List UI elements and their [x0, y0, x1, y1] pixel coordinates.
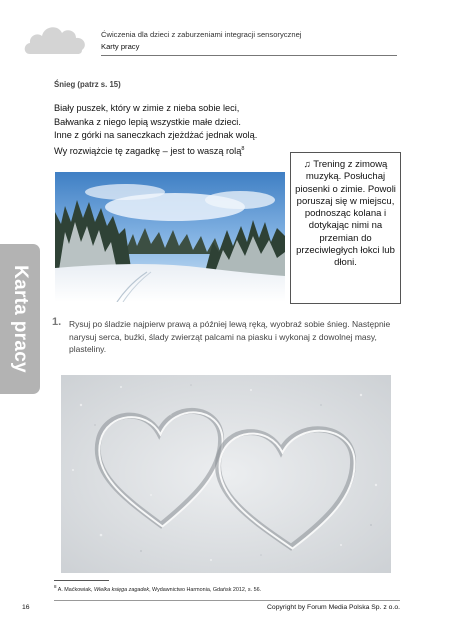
footnote-mark: 8 [241, 145, 245, 152]
winter-landscape-image [55, 172, 285, 302]
poem-line: Inne z górki na saneczkach zjeżdżać jednak wolą. [54, 130, 258, 141]
footnote [54, 584, 261, 593]
hearts-in-snow-image [61, 375, 391, 573]
copyright-notice: Copyright by Forum Media Polska Sp. z o.o. [267, 604, 400, 611]
header-title: Karty pracy [101, 42, 140, 51]
footnote-author: A. Maćkowiak, [57, 586, 93, 593]
music-training-text [291, 153, 400, 270]
poem-line-text: Wy rozwiążcie tę zagadkę – jest to waszą rolą [54, 145, 242, 156]
header-series: Ćwiczenia dla dzieci z zaburzeniami integracji sensorycznej [101, 30, 302, 39]
section-title: Śnieg (patrz s. 15) [54, 80, 121, 89]
side-tab-label: Karta pracy [10, 265, 32, 373]
hearts-in-snow-photo [61, 375, 391, 573]
footnote-number: 8 [54, 584, 57, 589]
riddle-poem [54, 102, 294, 158]
page-number: 16 [22, 604, 30, 611]
footer-divider [54, 600, 400, 601]
footnote-divider [54, 580, 109, 581]
side-tab [0, 244, 40, 394]
music-training-box [290, 152, 401, 304]
task-number: 1. [52, 316, 62, 328]
poem-line: Bałwanka z niego lepią wszystkie małe dzieci. [54, 116, 241, 127]
header [101, 30, 401, 52]
music-training-content: Trening z zimową muzyką. Posłuchaj piosenki o zimie. Powoli poruszaj się w miejscu, podnosząc kolana i dotykając nimi na przemian do przeciwległych łokci lub dłoni. [295, 159, 396, 269]
music-note-icon: ♫ [303, 159, 311, 170]
footnote-book-title: Wielka księga zagadek [93, 586, 150, 593]
poem-line: Biały puszek, który w zimie z nieba sobie leci, [54, 103, 240, 113]
cloud-logo-icon [22, 16, 92, 60]
winter-forest-photo [55, 172, 285, 302]
poem-line [54, 143, 294, 159]
header-divider [101, 55, 397, 56]
footnote-publisher: , Wydawnictwo Harmonia, Gdańsk 2012, s. 56. [149, 586, 262, 593]
task-text: Rysuj po śladzie najpierw prawą a później lewą ręką, wyobraź sobie śnieg. Następnie narysuj serca, buźki, ślady zwierząt palcami na piasku i wykonaj z dowolnej masy, plasteliny. [69, 319, 391, 355]
